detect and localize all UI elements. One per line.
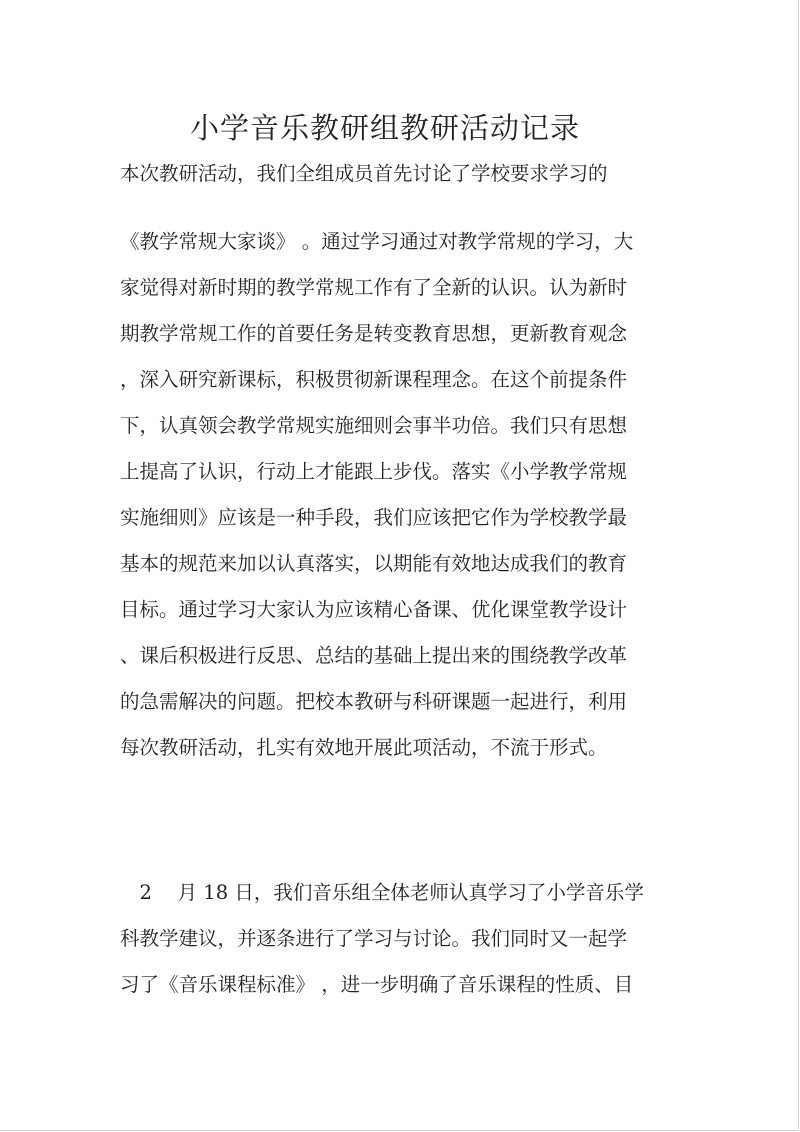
paragraph-line: 基本的规范来加以认真落实，以期能有效地达成我们的教育 [120,552,628,575]
paragraph-line: 科教学建议，并逐条进行了学习与讨论。我们同时又一起学 [120,927,628,950]
paragraph-line: 上提高了认识，行动上才能跟上步伐。落实《小学教学常规 [120,460,628,483]
paragraph-line: 家觉得对新时期的教学常规工作有了全新的认识。认为新时 [120,276,628,299]
paragraph-line: 期教学常规工作的首要任务是转变教育思想，更新教育观念 [120,322,628,345]
paragraph-line: 目标。通过学习大家认为应该精心备课、优化课堂教学设计 [120,598,628,621]
paragraph-line: 本次教研活动，我们全组成员首先讨论了学校要求学习的 [120,162,608,185]
paragraph-line: 2 月 18 日，我们音乐组全体老师认真学习了小学音乐学 [120,881,644,904]
paragraph-line: ，深入研究新课标，积极贯彻新课程理念。在这个前提条件 [120,368,628,391]
paragraph-line: 下，认真领会教学常规实施细则会事半功倍。我们只有思想 [120,414,628,437]
paragraph-line: 每次教研活动，扎实有效地开展此项活动，不流于形式。 [120,736,608,759]
paragraph-line: 《教学常规大家谈》 。通过学习通过对教学常规的学习，大 [120,230,634,253]
paragraph-line: 、课后积极进行反思、总结的基础上提出来的围绕教学改革 [120,644,628,667]
paragraph-line: 习了《音乐课程标准》 ，进一步明确了音乐课程的性质、目 [120,973,634,996]
paragraph-line: 的急需解决的问题。把校本教研与科研课题一起进行，利用 [120,690,628,713]
document-title: 小学音乐教研组教研活动记录 [189,111,580,145]
paragraph-line: 实施细则》应该是一种手段，我们应该把它作为学校教学最 [120,506,628,529]
